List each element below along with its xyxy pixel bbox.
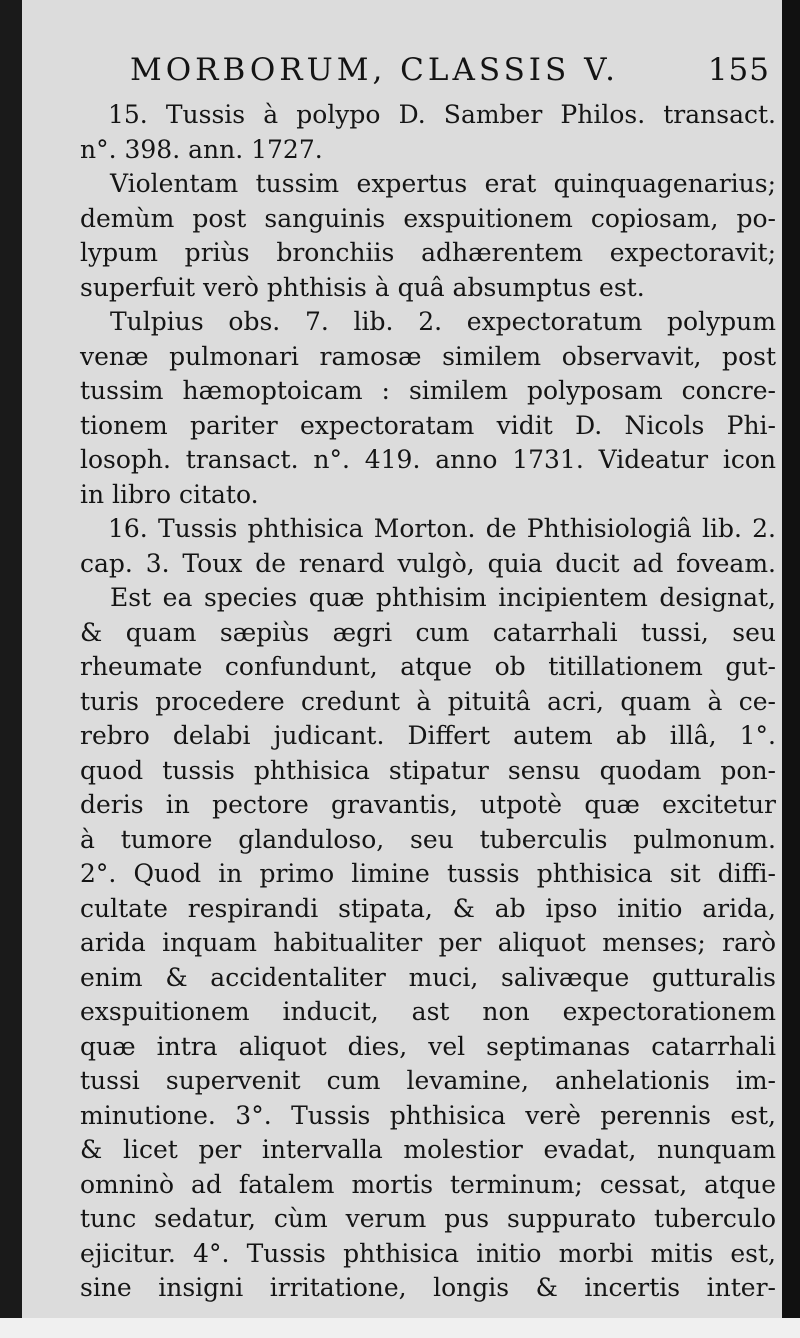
text-line: arida inquam habitualiter per aliquot menses; rarò <box>80 928 776 957</box>
text-line: 16. Tussis phthisica Morton. de Phthisiologiâ lib. 2. <box>108 514 776 543</box>
header-title: MORBORUM, CLASSIS V. <box>130 52 619 88</box>
text-line: Violentam tussim expertus erat quinquagenarius; <box>110 169 776 198</box>
text-line: 15. Tussis à polypo D. Samber Philos. transact. <box>108 100 776 129</box>
text-line: tionem pariter expectoratam vidit D. Nicols Phi- <box>80 410 776 440</box>
text-line: demùm post sanguinis exspuitionem copiosam, po- <box>80 203 776 233</box>
text-line: Est ea species quæ phthisim incipientem designat, <box>110 583 776 612</box>
text-line: enim & accidentaliter muci, salivæque gutturalis <box>80 962 776 992</box>
text-line: deris in pectore gravantis, utpotè quæ excitetur <box>80 790 776 819</box>
text-line: ejicitur. 4°. Tussis phthisica initio morbi mitis est, <box>80 1238 776 1268</box>
text-line: à tumore glanduloso, seu tuberculis pulmonum. <box>80 824 776 854</box>
text-line: superfuit verò phthisis à quâ absumptus est. <box>80 272 645 302</box>
text-line: tussim hæmoptoicam : similem polyposam concre- <box>80 376 776 405</box>
text-line: & quam sæpiùs ægri cum catarrhali tussi, seu <box>80 617 776 647</box>
text-line: quæ intra aliquot dies, vel septimanas catarrhali <box>80 1031 776 1061</box>
text-line: 2°. Quod in primo limine tussis phthisica sit diffi- <box>80 859 776 888</box>
text-line: Tulpius obs. 7. lib. 2. expectoratum polypum <box>110 307 776 336</box>
text-line: cultate respirandi stipata, & ab ipso initio arida, <box>80 893 776 923</box>
text-line: rheumate confundunt, atque ob titillationem gut- <box>80 652 776 681</box>
text-line: quod tussis phthisica stipatur sensu quodam pon- <box>80 755 776 785</box>
text-line: in libro citato. <box>80 479 259 509</box>
text-line: exspuitionem inducit, ast non expectorationem <box>80 997 776 1026</box>
text-line: & licet per intervalla molestior evadat, nunquam <box>80 1135 776 1164</box>
text-line: rebro delabi judicant. Differt autem ab illâ, 1°. <box>80 721 776 750</box>
text-line: n°. 398. ann. 1727. <box>80 134 323 164</box>
text-line: omninò ad fatalem mortis terminum; cessat, atque <box>80 1169 776 1199</box>
text-line: tunc sedatur, cùm verum pus suppurato tuberculo <box>80 1204 776 1233</box>
running-header <box>130 52 770 96</box>
text-line: lypum priùs bronchiis adhærentem expectoravit; <box>80 238 776 267</box>
text-line: losoph. transact. n°. 419. anno 1731. Videatur icon <box>80 445 776 474</box>
page-number: 155 <box>707 52 770 88</box>
text-line: turis procedere credunt à pituitâ acri, quam à ce- <box>80 686 776 716</box>
book-page <box>22 0 782 1330</box>
text-line: venæ pulmonari ramosæ similem observavit, post <box>80 341 776 371</box>
page-edge-shadow <box>782 0 800 1338</box>
page-bottom-margin <box>0 1318 800 1338</box>
text-line: sine insigni irritatione, longis & incertis inter- <box>80 1273 776 1302</box>
text-line: minutione. 3°. Tussis phthisica verè perennis est, <box>80 1100 776 1130</box>
body-text <box>80 98 776 1306</box>
text-line: cap. 3. Toux de renard vulgò, quia ducit ad foveam. <box>80 548 776 578</box>
text-line: tussi supervenit cum levamine, anhelationis im- <box>80 1066 776 1095</box>
